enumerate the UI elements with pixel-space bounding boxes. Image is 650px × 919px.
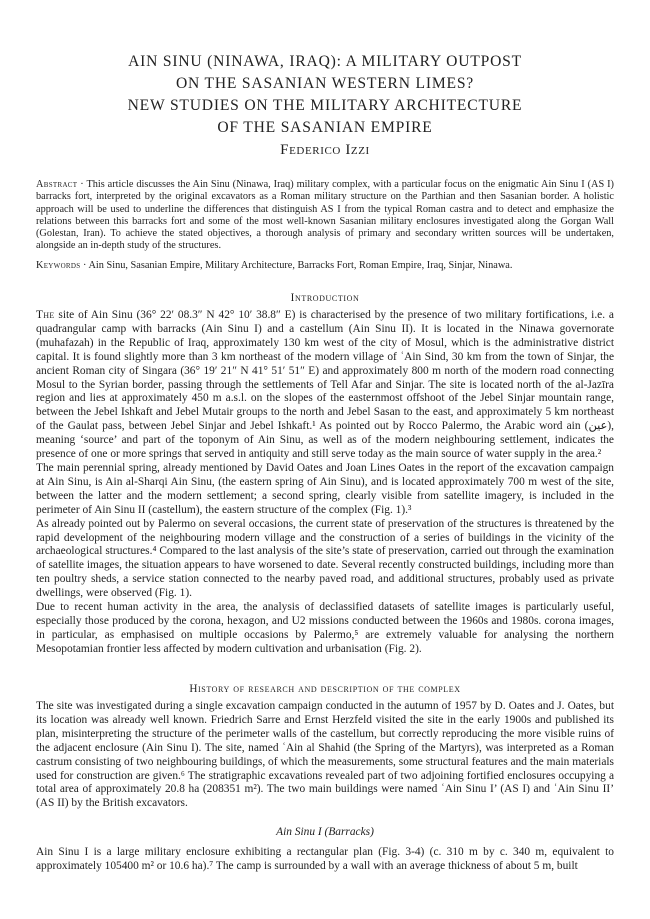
abstract <box>36 179 614 253</box>
paragraph: The site was investigated during a single excavation campaign conducted in the autumn of 1957 by D. Oates and J. Oates, but its location was already well known. Friedrich Sarre and Ernst Herzfeld visited the site in the early 1900s and published its plan, misinterpreting the structure of the perimeter walls of the castellum, but correctly reproducing the more visible ruins of the adjacent enclosure (Ain Sinu I). The site, named ʿAin al Shahid (the Spring of the Martyrs), was interpreted as a Roman castrum consisting of two neighbouring buildings, of which the measurements, some structural features and the main materials used for construction are given.⁶ The stratigraphic excavations revealed part of two adjoining fortified enclosures occupying a total area of approximately 20.8 ha (208351 m²). The two main buildings were named ʿAin Sinu I’ (AS I) and ʿAin Sinu II’ (AS II) by the British excavators. <box>36 700 614 810</box>
paragraph <box>36 309 614 462</box>
abstract-separator: · <box>77 179 87 190</box>
paragraph: As already pointed out by Palermo on several occasions, the current state of preservation of the structures is threatened by the rapid development of the neighbouring modern village and the construction of a series of buildings in the vicinity of the archaeological structures.⁴ Compared to the last analysis of the site’s state of preservation, carried out through the examination of satellite images, the situation appears to have worsened to date. Several recently constructed buildings, including more than ten poultry sheds, a service station connected to the nearby paved road, and additional structures, probably used as private dwellings, were observed (Fig. 1). <box>36 517 614 600</box>
paragraph-lead: The <box>36 309 55 321</box>
keywords-separator: · <box>80 260 89 271</box>
paragraph: Ain Sinu I is a large military enclosure exhibiting a rectangular plan (Fig. 3-4) (c. 310 m by c. 340 m, equivalent to approximately 105400 m² or 10.6 ha).⁷ The camp is surrounded by a wall with an average thickness of about 5 m, built <box>36 846 614 872</box>
author-name: Federico Izzi <box>280 142 370 158</box>
title-line-1: AIN SINU (NINAWA, IRAQ): A MILITARY OUTPOST <box>128 53 522 70</box>
ain-sinu-i-body <box>36 846 614 874</box>
title-line-4: OF THE SASANIAN EMPIRE <box>217 119 433 136</box>
keywords-label: Keywords <box>36 260 81 271</box>
introduction-body <box>36 309 614 657</box>
history-body <box>36 700 614 811</box>
title-line-2: ON THE SASANIAN WESTERN LIMES? <box>175 75 475 92</box>
section-heading-introduction: Introduction <box>290 292 360 304</box>
abstract-label: Abstract <box>36 179 78 190</box>
keywords-text: Ain Sinu, Sasanian Empire, Military Architecture, Barracks Fort, Roman Empire, Iraq, Sinjar, Ninawa. <box>88 260 513 271</box>
article-title <box>40 51 610 139</box>
paragraph: Due to recent human activity in the area, the analysis of declassified datasets of satellite images is particularly useful, especially those produced by the corona, hexagon, and U2 missions conducted between the 1960s and 1980s. corona images, in particular, as emphasised on multiple occasions by Palermo,⁵ are extremely valuable for analysing the northern Mesopotamian frontier less affected by modern cultivation and urbanisation (Fig. 2). <box>36 601 614 655</box>
subsection-heading-ain-sinu-i: Ain Sinu I (Barracks) <box>276 826 374 838</box>
abstract-text: This article discusses the Ain Sinu (Ninawa, Iraq) military complex, with a particular focus on the enigmatic Ain Sinu I (AS I) barracks fort, interpreted by the original excavators as a Roman military structure on the Parthian and then Sasanian border. A holistic approach will be used to underline the differences that distinguish AS I from the typical Roman castra and to detect and emphasize the relations between this barracks fort and some of the most well-known Sasanian military enclosures investigated along the Gorgan Wall (Golestan, Iran). To achieve the stated objectives, a thorough analysis of primary and secondary written sources will be undertaken, alongside an in-depth study of the structures. <box>36 179 614 252</box>
title-line-3: NEW STUDIES ON THE MILITARY ARCHITECTURE <box>127 97 523 114</box>
paragraph: The main perennial spring, already mentioned by David Oates and Joan Lines Oates in the report of the excavation campaign at Ain Sinu, is Ain al-Sharqi Ain Sinu, (the eastern spring of Ain Sinu), and is located approximately 700 m west of the site, between the latter and the modern settlement; a second spring, clearly visible from satellite imagery, is included in the perimeter of Ain Sinu II (castellum), the eastern structure of the complex (Fig. 1).³ <box>36 461 614 516</box>
keywords <box>36 260 614 272</box>
paragraph-text: site of Ain Sinu (36° 22′ 08.3″ N 42° 10′ 38.8″ E) is characterised by the presence of two military fortifications, i.e. a quadrangular camp with barracks (Ain Sinu I) and a castellum (Ain Sinu II). It is located in the Ninawa governorate (muhafazah) in the Republic of Iraq, approximately 130 km west of the city of Mosul, which is the administrative district capital. It is found slightly more than 3 km northeast of the modern village of ʿAin Sind, 30 km from the town of Sinjar, the ancient Roman city of Singara (36° 19′ 21″ N 41° 51′ 51″ E) and approximately 800 m north of the modern road connecting Mosul to the Syrian border, passing through the settlements of Tell Afar and Sinjar. The site is located north of the al-Jazīra region and lies at approximately 450 m a.s.l. on the slopes of the easternmost offshoot of the Jebel Sinjar mountain range, between the Jebel Ishkaft and Jebel Mutair groups to the north and Jebel Sasan to the east, and approximately 5 km northeast of the Gaulat pass, between Jebel Sinjar and Jebel Ishkaft.¹ As pointed out by Rocco Palermo, the Arabic word ain (عين), meaning ‘source’ and part of the toponym of Ain Sinu, as well as of the modern neighbouring settlement, indicates the presence of one or more springs that served in antiquity and still serve today as the main source of water supply in the area.² <box>36 309 614 461</box>
section-heading-history: History of research and description of the complex <box>189 683 461 695</box>
